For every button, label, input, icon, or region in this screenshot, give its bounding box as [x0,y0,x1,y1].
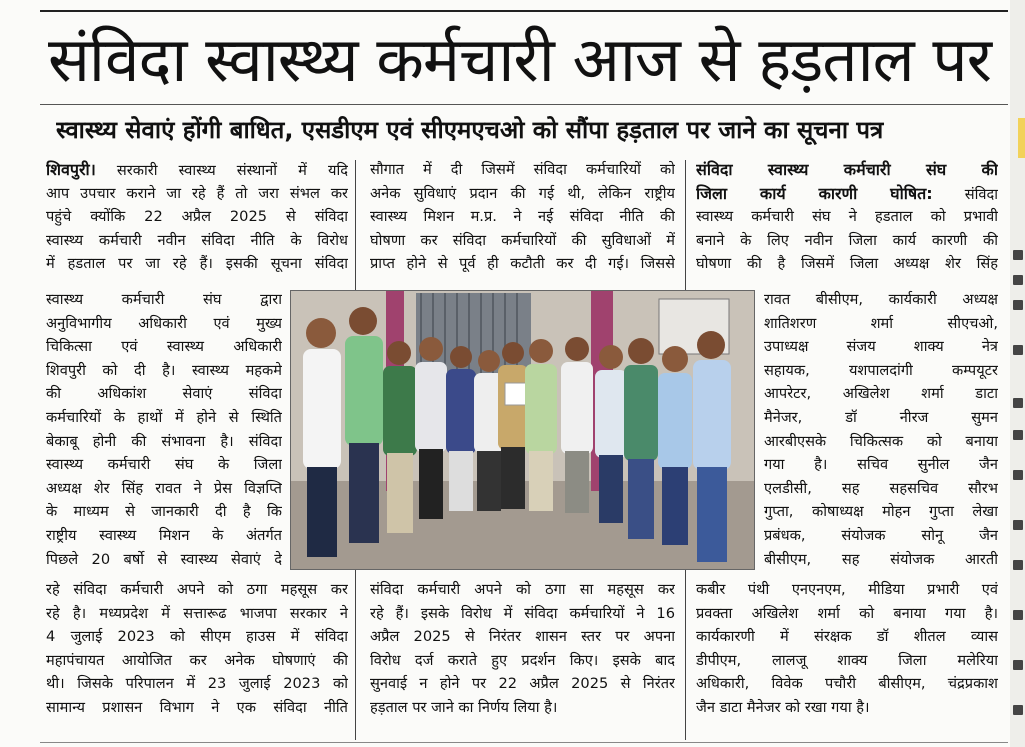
person [345,307,383,543]
headline-rule [40,104,1008,105]
news-photo [290,290,755,570]
column1-intro-line: आप उपचार कराने जा रहे हैं तो जरा संभल कर [46,184,348,202]
column1-intro-line-text: सरकारी स्वास्थ्य संस्थानों में यदि [116,162,348,179]
person [525,339,557,511]
column1-continued-line: रहे संविदा कर्मचारी अपने को ठगा महसूस कर [46,581,348,598]
column3-continued-line: कबीर पंथी एनएनएम, मीडिया प्रभारी एवं [696,581,998,598]
adjacent-article-strip [1010,0,1025,747]
column3-body-line: शातिशरण शर्मा सीएचओ, [764,314,998,332]
column1-body-line: अध्यक्ष शेर सिंह रावत ने प्रेस विज्ञप्ति [46,479,282,497]
person [415,337,447,519]
column1-continued-line: महापंचायत आयोजित कर अनेक घोषणाएं की [46,651,348,669]
column1-intro-line [46,158,348,182]
column3-heading-text: जिला कार्य कारणी घोषित: [696,183,933,203]
column1-body-line: के माध्यम से जानकारी दी है कि [46,503,282,521]
column1-body-line: राष्ट्रीय स्वास्थ्य मिशन के अंतर्गत [46,526,282,544]
column1-continued-line: थी। जिसके परिपालन में 23 जुलाई 2023 को [46,675,348,693]
column2-continued-line: संविदा कर्मचारी अपने को ठगा सा महसूस कर [370,581,675,598]
bottom-rule [40,742,1008,743]
column1-body-line: कर्मचारियों के हाथों में होने से स्थिति [46,408,282,426]
adjacent-text-fragment [1013,430,1023,440]
person [383,341,417,533]
adjacent-text-fragment [1013,610,1023,620]
column2-continued-line: रहे हैं। इसके विरोध में संविदा कर्मचारियों ने 16 [370,604,675,622]
column1-continued-line: सामान्य प्रशासन विभाग ने एक संविदा नीति [46,698,348,716]
column3-heading-line-2 [696,182,998,206]
column3-intro-line: घोषणा की है जिसमें जिला अध्यक्ष शेर सिंह [696,255,998,273]
column1-body [46,288,282,571]
column3-continued-line: अधिकारी, विवेक पचौरी बीसीएम, चंद्रप्रकाश [696,675,998,693]
adjacent-text-fragment [1013,398,1023,408]
column1-body-line: चिकित्सा एवं स्वास्थ्य अधिकारी [46,338,282,356]
person [693,331,731,562]
column2-continued-line: हड़ताल पर जाने का निर्णय लिया है। [370,698,558,716]
column2-intro-line: सौगात में दी जिसमें संविदा कर्मचारियों को [370,161,675,178]
headline: संविदा स्वास्थ्य कर्मचारी आज से हड़ताल पर [48,23,992,96]
column3-body-line: गुप्ता, कोषाध्यक्ष मोहन गुप्ता लेखा [764,503,998,521]
adjacent-text-fragment [1013,275,1023,285]
column3-body [764,288,998,571]
adjacent-highlight-bar [1018,118,1025,158]
column1-body-line: बेकाबू होनी की संभावना है। संविदा [46,432,282,450]
column2-continued-line: विरोध दर्ज कराते हुए प्रदर्शन किए। इसके बाद [370,651,675,669]
adjacent-text-fragment [1013,520,1023,530]
adjacent-text-fragment [1013,560,1023,570]
column2-intro-line: प्राप्त होने से पूर्व ही कटौती कर दी गई। जिससे [370,255,675,273]
column2-intro-line: घोषणा कर संविदा कर्मचारियों की सुविधाओं में [370,231,675,249]
column1-body-line: स्वास्थ्य कर्मचारी संघ द्वारा [46,291,282,308]
column3-intro [696,158,998,276]
column1-body-line: अनुविभागीय अधिकारी एवं मुख्य [46,314,282,332]
person [624,338,658,539]
column3-heading-tail: संविदा [964,185,998,203]
column3-continued-line: डीपीएम, लालजू शाक्य जिला मलेरिया [696,651,998,669]
news-photo-illustration [291,291,755,570]
subheadline: स्वास्थ्य सेवाएं होंगी बाधित, एसडीएम एवं सीएमएचओ को सौंपा हड़ताल पर जाने का सूचना पत्र [56,116,884,144]
column3-continued-line: प्रवक्ता अखिलेश शर्मा को बनाया गया है। [696,604,998,622]
person [498,342,528,509]
column1-intro [46,158,348,276]
person [561,337,593,513]
column3-body-line: प्रबंधक, संयोजक सोनू जैन [764,526,998,544]
person [595,345,627,523]
column3-intro-line: स्वास्थ्य कर्मचारी संघ ने हडताल को प्रभावी [696,208,998,226]
column2-intro [370,158,675,276]
column1-continued-line: रहे है। मध्यप्रदेश में सत्तारूढ भाजपा सरकार ने [46,604,348,622]
column2-continued-line: सुनवाई न होने पर 22 अप्रैल 2025 से निरंतर [370,675,675,693]
top-rule [40,10,1008,12]
adjacent-text-fragment [1013,705,1023,715]
dateline: शिवपुरी। [46,160,96,179]
column3-intro-line: बनाने के लिए नवीन जिला कार्य कारणी की [696,231,998,249]
adjacent-text-fragment [1013,300,1023,310]
column3-body-line: बीसीएम, सह संयोजक आरती [764,550,998,568]
column3-body-line: आपरेटर, अखिलेश शर्मा डाटा [764,385,998,403]
column1-intro-line: स्वास्थ्य कर्मचारी नवीन संविदा नीति के विरोध [46,231,348,249]
column1-continued-line: 4 जुलाई 2023 को सीएम हाउस में संविदा [46,628,348,646]
person [658,346,692,545]
column1-body-line: शिवपुरी को दी है। स्वास्थ्य महकमे [46,361,282,379]
column2-intro-line: स्वास्थ्य मिशन म.प्र. ने नई संविदा नीति की [370,208,675,226]
column2-continued-line: अप्रैल 2025 से निरंतर शासन स्तर पर अपना [370,628,675,646]
column3-body-line: सहायक, यशपालदांगी कम्पयूटर [764,361,998,379]
column1-continued [46,578,348,720]
column3-continued-line: जैन डाटा मैनेजर को रखा गया है। [696,698,870,716]
person [303,318,341,557]
column1-body-line: स्वास्थ्य कर्मचारी संघ के जिला [46,456,282,474]
person [446,346,476,511]
column2-continued [370,578,675,720]
column3-continued-line: कार्यकारणी में संरक्षक डॉ शीतल व्यास [696,628,998,646]
column3-continued [696,578,998,720]
adjacent-text-fragment [1013,660,1023,670]
column3-body-line: रावत बीसीएम, कार्यकारी अध्यक्ष [764,291,998,308]
column2-intro-line: अनेक सुविधाएं प्रदान की गई थी, लेकिन राष्ट्रीय [370,184,675,202]
adjacent-text-fragment [1013,470,1023,480]
column1-intro-line: पहुंचे क्योंकि 22 अप्रैल 2025 से संविदा [46,208,348,226]
column3-body-line: आरबीएसके चिकित्सक को बनाया [764,432,998,450]
column1-intro-line: में हडताल पर जा रहे हैं। इसकी सूचना संविदा [46,255,348,273]
column3-heading-line: संविदा स्वास्थ्य कर्मचारी संघ की [696,160,998,179]
column1-body-line: पिछले 20 बर्षो से स्वास्थ्य सेवाएं दे [46,550,282,568]
column3-body-line: मैनेजर, डॉ नीरज सुमन [764,408,998,426]
column1-body-line: की अधिकांश सेवाएं संविदा [46,385,282,403]
column3-body-line: गया है। सचिव सुनील जैन [764,456,998,474]
adjacent-text-fragment [1013,250,1023,260]
adjacent-text-fragment [1013,345,1023,355]
column3-body-line: उपाध्यक्ष संजय शाक्य नेत्र [764,338,998,356]
column3-body-line: एलडीसी, सह सहसचिव सौरभ [764,479,998,497]
